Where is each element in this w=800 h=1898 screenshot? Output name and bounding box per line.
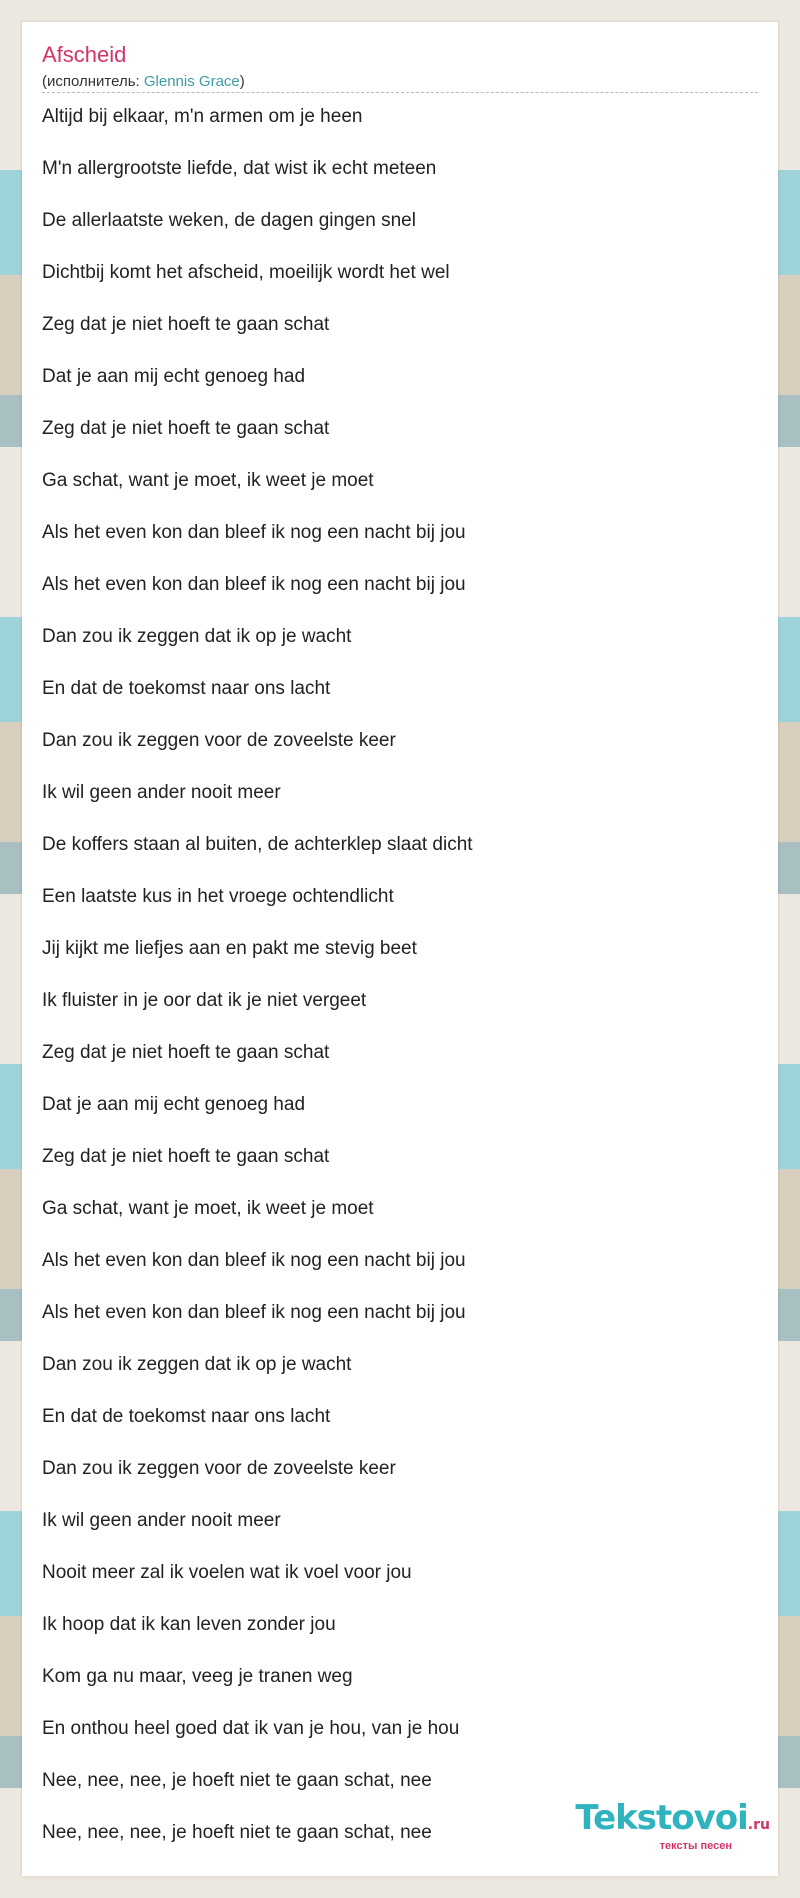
logo-tagline: тексты песен: [659, 1840, 732, 1852]
performer-line: [42, 73, 245, 90]
lyrics-card: [22, 22, 778, 1876]
lyric-line: Dan zou ik zeggen voor de zoveelste keer: [42, 1458, 396, 1479]
lyric-line: De allerlaatste weken, de dagen gingen snel: [42, 210, 416, 231]
lyric-line: Dichtbij komt het afscheid, moeilijk wordt het wel: [42, 262, 450, 283]
performer-suffix: ): [239, 73, 245, 90]
lyric-line: Kom ga nu maar, veeg je tranen weg: [42, 1666, 353, 1687]
lyric-line: Dat je aan mij echt genoeg had: [42, 366, 306, 387]
dashed-divider: [42, 92, 758, 93]
lyric-line: Zeg dat je niet hoeft te gaan schat: [42, 1042, 330, 1063]
lyrics-body: [42, 105, 758, 1873]
lyric-line: Dan zou ik zeggen dat ik op je wacht: [42, 1354, 352, 1375]
logo-name: Tekstovoi: [575, 1798, 748, 1838]
site-logo[interactable]: [575, 1798, 770, 1852]
lyric-line: Dat je aan mij echt genoeg had: [42, 1094, 306, 1115]
lyric-line: Als het even kon dan bleef ik nog een nacht bij jou: [42, 1250, 466, 1271]
lyric-line: En dat de toekomst naar ons lacht: [42, 1406, 331, 1427]
lyric-line: En dat de toekomst naar ons lacht: [42, 678, 331, 699]
song-title: Afscheid: [42, 42, 127, 67]
lyric-line: Ik wil geen ander nooit meer: [42, 1510, 281, 1531]
performer-prefix: (исполнитель:: [42, 73, 144, 90]
lyric-line: Jij kijkt me liefjes aan en pakt me stevig beet: [42, 938, 417, 959]
logo-wordmark: [575, 1798, 770, 1842]
lyric-line: Dan zou ik zeggen voor de zoveelste keer: [42, 730, 396, 751]
lyric-line: En onthou heel goed dat ik van je hou, van je hou: [42, 1718, 460, 1739]
lyric-line: Zeg dat je niet hoeft te gaan schat: [42, 418, 330, 439]
lyric-line: Nee, nee, nee, je hoeft niet te gaan schat, nee: [42, 1822, 432, 1843]
lyric-line: Ik fluister in je oor dat ik je niet vergeet: [42, 990, 367, 1011]
lyric-line: Ga schat, want je moet, ik weet je moet: [42, 470, 374, 491]
performer-link[interactable]: Glennis Grace: [143, 73, 240, 90]
lyric-line: De koffers staan al buiten, de achterklep slaat dicht: [42, 834, 473, 855]
lyric-line: Ik hoop dat ik kan leven zonder jou: [42, 1614, 336, 1635]
lyric-line: Ga schat, want je moet, ik weet je moet: [42, 1198, 374, 1219]
lyric-line: M'n allergrootste liefde, dat wist ik echt meteen: [42, 158, 437, 179]
lyric-line: Zeg dat je niet hoeft te gaan schat: [42, 314, 330, 335]
lyric-line: Nooit meer zal ik voelen wat ik voel voor jou: [42, 1562, 412, 1583]
lyric-line: Als het even kon dan bleef ik nog een nacht bij jou: [42, 1302, 466, 1323]
logo-tld: .ru: [747, 1817, 770, 1833]
lyric-line: Dan zou ik zeggen dat ik op je wacht: [42, 626, 352, 647]
lyric-line: Als het even kon dan bleef ik nog een nacht bij jou: [42, 574, 466, 595]
lyric-line: Altijd bij elkaar, m'n armen om je heen: [42, 106, 363, 127]
lyric-line: Een laatste kus in het vroege ochtendlicht: [42, 886, 394, 907]
lyric-line: Nee, nee, nee, je hoeft niet te gaan schat, nee: [42, 1770, 432, 1791]
lyric-line: Zeg dat je niet hoeft te gaan schat: [42, 1146, 330, 1167]
lyric-line: Ik wil geen ander nooit meer: [42, 782, 281, 803]
lyric-line: Als het even kon dan bleef ik nog een nacht bij jou: [42, 522, 466, 543]
